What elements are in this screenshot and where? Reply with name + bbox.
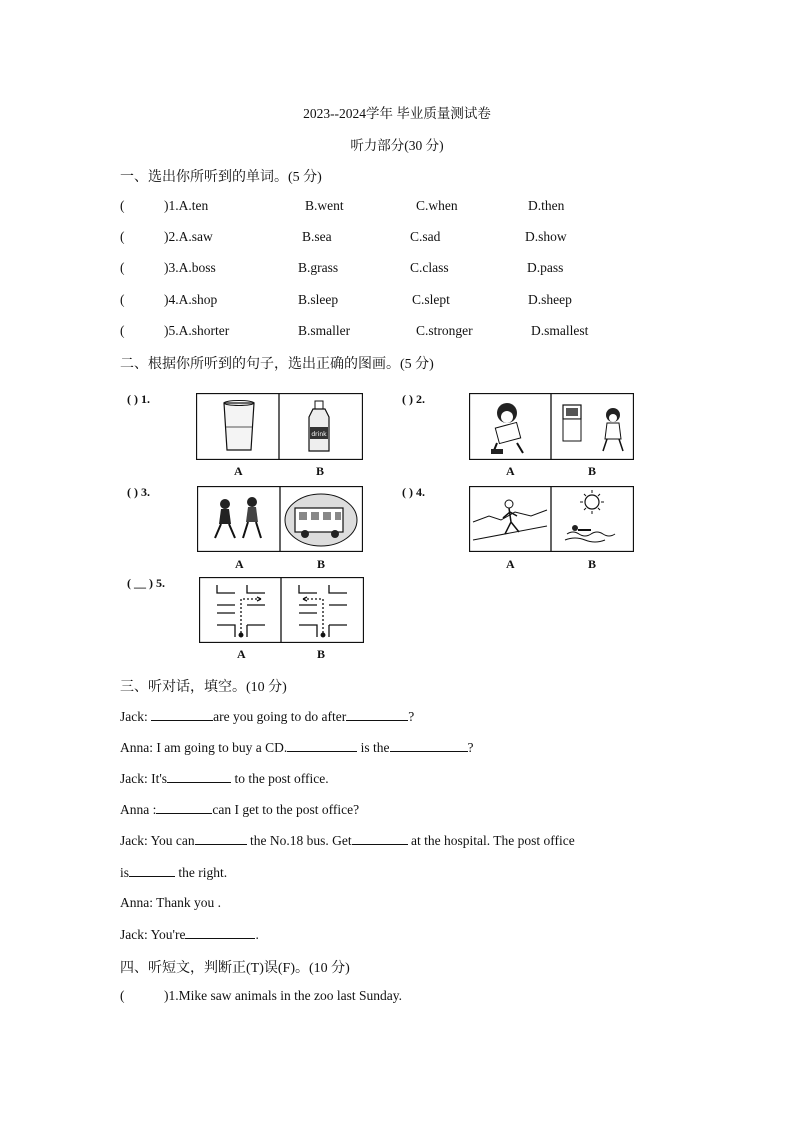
- dialogue-text: the No.18 bus. Get: [250, 833, 352, 848]
- option-b-label: B: [588, 557, 597, 571]
- picture-question-2[interactable]: ( ) 2.: [402, 392, 425, 406]
- question-option-a: )4.A.shop: [164, 292, 218, 307]
- dialogue-text: to the post office.: [234, 771, 329, 786]
- speaker: Anna:: [120, 895, 153, 910]
- bottle-label: drink: [311, 431, 327, 438]
- fill-blank[interactable]: [346, 708, 408, 721]
- dialogue-line-5: [120, 832, 575, 849]
- option-b-label: B: [316, 464, 325, 478]
- exam-subtitle: 听力部分(30 分): [350, 138, 444, 153]
- question-option-c: C.slept: [412, 292, 450, 307]
- dialogue-text: .: [255, 927, 259, 942]
- answer-bracket[interactable]: (: [120, 260, 125, 275]
- dialogue-line-2: [120, 739, 474, 756]
- question-option-d: D.show: [525, 229, 567, 244]
- fill-blank[interactable]: [167, 770, 231, 783]
- fill-blank[interactable]: [195, 832, 247, 845]
- picture-pair-5: [199, 577, 364, 643]
- dialogue-text: is: [120, 865, 130, 880]
- fill-blank[interactable]: [352, 832, 408, 845]
- glass-icon: [224, 401, 254, 451]
- question-option-a: )2.A.saw: [164, 229, 213, 244]
- speaker: Jack:: [120, 833, 148, 848]
- picture-question-1[interactable]: ( ) 1.: [127, 392, 150, 406]
- option-a-label: A: [235, 557, 244, 571]
- answer-bracket[interactable]: (: [120, 229, 125, 244]
- question-option-d: D.pass: [527, 260, 564, 275]
- picture-question-3[interactable]: ( ) 3.: [127, 485, 150, 499]
- speaker: Anna:: [120, 740, 153, 755]
- answer-bracket[interactable]: (: [120, 988, 125, 1003]
- fill-blank[interactable]: [151, 708, 213, 721]
- option-a-label: A: [237, 647, 246, 661]
- speaker: Jack:: [120, 927, 148, 942]
- question-option-a: )5.A.shorter: [164, 323, 230, 338]
- question-option-d: D.then: [528, 198, 565, 213]
- speaker: Jack:: [120, 709, 148, 724]
- picture-pair-3: [197, 486, 363, 552]
- dialogue-line-1: [120, 708, 414, 725]
- picture-pair-4: [469, 486, 634, 552]
- part3-heading: 三、听对话，填空。(10 分): [120, 680, 287, 695]
- dialogue-text: You can: [150, 833, 195, 848]
- part4-heading: 四、听短文，判断正(T)误(F)。(10 分): [120, 961, 350, 976]
- fill-blank[interactable]: [185, 926, 255, 939]
- exam-title: 2023--2024学年 毕业质量测试卷: [303, 106, 491, 121]
- question-option-a: )3.A.boss: [164, 260, 216, 275]
- question-option-c: C.sad: [410, 229, 441, 244]
- dialogue-text: the right.: [178, 865, 228, 880]
- option-b-label: B: [588, 464, 597, 478]
- dialogue-text: is the: [360, 740, 390, 755]
- dialogue-text: I am going to buy a CD.: [156, 740, 288, 755]
- dialogue-text: Thank you .: [156, 895, 222, 910]
- question-option-b: B.sea: [302, 229, 332, 244]
- bus-icon: [285, 494, 357, 546]
- question-option-d: D.smallest: [531, 323, 589, 338]
- dialogue-text: at the hospital. The post office: [411, 833, 575, 848]
- dialogue-line-8: [120, 926, 259, 943]
- option-a-label: A: [506, 557, 515, 571]
- fill-blank[interactable]: [156, 801, 212, 814]
- dialogue-text: You're: [150, 927, 186, 942]
- dialogue-text: ?: [408, 709, 415, 724]
- question-option-b: B.went: [305, 198, 344, 213]
- speaker: Jack:: [120, 771, 148, 786]
- question-option-a: )1.A.ten: [164, 198, 209, 213]
- option-a-label: A: [506, 464, 515, 478]
- dialogue-line-3: [120, 770, 329, 787]
- fill-blank[interactable]: [287, 739, 357, 752]
- question-option-c: C.when: [416, 198, 458, 213]
- fill-blank[interactable]: [390, 739, 468, 752]
- picture-question-4[interactable]: ( ) 4.: [402, 485, 425, 499]
- answer-bracket[interactable]: (: [120, 292, 125, 307]
- part1-heading: 一、选出你所听到的单词。(5 分): [120, 170, 322, 185]
- dialogue-line-7: [120, 895, 221, 911]
- dialogue-text: can I get to the post office?: [212, 802, 360, 817]
- option-b-label: B: [317, 557, 326, 571]
- dialogue-text: It's: [151, 771, 168, 786]
- option-b-label: B: [317, 647, 326, 661]
- option-a-label: A: [234, 464, 243, 478]
- answer-bracket[interactable]: (: [120, 323, 125, 338]
- dialogue-line-6: [120, 864, 227, 881]
- question-option-b: B.smaller: [298, 323, 351, 338]
- picture-pair-1: [196, 393, 363, 460]
- question-option-b: B.grass: [298, 260, 339, 275]
- statement-text: )1.Mike saw animals in the zoo last Sunday.: [164, 988, 402, 1003]
- dialogue-text: are you going to do after: [213, 709, 347, 724]
- part2-heading: 二、根据你所听到的句子，选出正确的图画。(5 分): [120, 357, 434, 372]
- speaker: Anna :: [120, 802, 157, 817]
- question-option-c: C.stronger: [416, 323, 473, 338]
- fill-blank[interactable]: [129, 864, 175, 877]
- question-option-c: C.class: [410, 260, 449, 275]
- question-option-b: B.sleep: [298, 292, 339, 307]
- picture-question-5[interactable]: ( __ ) 5.: [127, 576, 165, 590]
- picture-pair-2: [469, 393, 634, 460]
- dialogue-line-4: [120, 801, 359, 818]
- dialogue-text: ?: [467, 740, 474, 755]
- answer-bracket[interactable]: (: [120, 198, 125, 213]
- question-option-d: D.sheep: [528, 292, 572, 307]
